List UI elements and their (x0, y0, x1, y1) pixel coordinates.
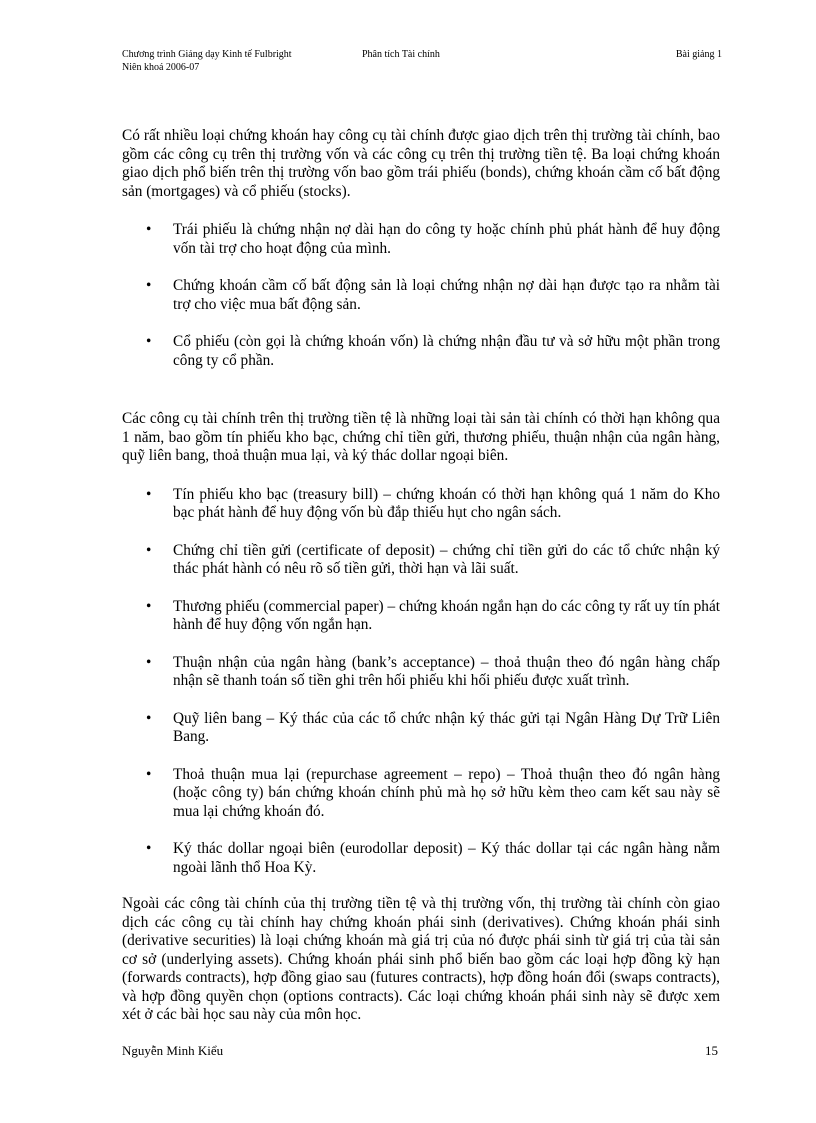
list-item (122, 710, 720, 747)
bullet-icon: • (146, 709, 152, 727)
bullet-icon: • (146, 541, 152, 559)
list-item-text: Thương phiếu (commercial paper) – chứng khoán ngắn hạn do các công ty rất uy tín phát hành để huy động vốn ngắn hạn. (173, 597, 720, 633)
list-item-text: Ký thác dollar ngoại biên (eurodollar deposit) – Ký thác dollar tại các ngân hàng nằm ngoài lãnh thổ Hoa Kỳ. (173, 840, 720, 876)
list-item (122, 542, 720, 579)
list-item (122, 333, 720, 370)
bullet-icon: • (146, 597, 152, 615)
bullet-icon: • (146, 485, 152, 503)
list-item-text: Chứng khoán cầm cố bất động sản là loại chứng nhận nợ dài hạn được tạo ra nhằm tài trợ cho việc mua bất động sản. (173, 277, 720, 313)
bullet-icon: • (146, 333, 152, 350)
bullet-icon: • (146, 277, 152, 294)
list-item-text: Quỹ liên bang – Ký thác của các tổ chức nhận ký thác gửi tại Ngân Hàng Dự Trữ Liên Bang. (173, 709, 720, 745)
list-item (122, 277, 720, 314)
header-lecture: Bài giảng 1 (675, 49, 722, 60)
money-market-list (122, 486, 720, 878)
intro-paragraph: Có rất nhiều loại chứng khoán hay công cụ tài chính được giao dịch trên thị trường tài chính, bao gồm các công cụ trên thị trường vốn và các công cụ trên thị trường tiền tệ. Ba loại chứng khoán giao dịch phổ biến trên thị trường vốn bao gồm trái phiếu (bonds), chứng khoán cầm cố bất động sản (mortgages) và cổ phiếu (stocks). (122, 127, 720, 200)
list-item-text: Thoả thuận mua lại (repurchase agreement – repo) – Thoả thuận theo đó ngân hàng (hoặc công ty) bán chứng khoán chính phủ mà họ sở hữu kèm theo cam kết sau này sẽ mua lại chứng khoán đó. (173, 765, 720, 820)
money-market-paragraph: Các công cụ tài chính trên thị trường tiền tệ là những loại tài sản tài chính có thời hạn không qua 1 năm, bao gồm tín phiếu kho bạc, chứng chỉ tiền gửi, thương phiếu, thuận nhận của ngân hàng, quỹ liên bang, thoả thuận mua lại, và ký thác dollar ngoại biên. (122, 410, 720, 464)
list-item-text: Thuận nhận của ngân hàng (bank’s acceptance) – thoả thuận theo đó ngân hàng chấp nhận sẽ thanh toán số tiền ghi trên hối phiếu khi hối phiếu được xuất trình. (173, 653, 720, 689)
list-item (122, 486, 720, 523)
bullet-icon: • (146, 653, 152, 671)
header-program: Chương trình Giảng dạy Kinh tế Fulbright (122, 49, 292, 60)
header-year: Niên khoá 2006-07 (122, 62, 200, 73)
capital-market-list (122, 221, 720, 370)
list-item (122, 598, 720, 635)
bullet-icon: • (146, 840, 152, 857)
bullet-icon: • (146, 221, 152, 238)
bullet-icon: • (146, 765, 152, 783)
page-number: 15 (705, 1043, 718, 1058)
list-item-text: Tín phiếu kho bạc (treasury bill) – chứng khoán có thời hạn không quá 1 năm do Kho bạc phát hành để huy động vốn bù đắp thiếu hụt cho ngân sách. (173, 485, 720, 521)
list-item-text: Chứng chỉ tiền gửi (certificate of deposit) – chứng chỉ tiền gửi do các tổ chức nhận ký thác phát hành có nêu rõ số tiền gửi, thời hạn và lãi suất. (173, 541, 720, 577)
document-body (122, 127, 720, 1025)
list-item (122, 766, 720, 822)
list-item-text: Trái phiếu là chứng nhận nợ dài hạn do công ty hoặc chính phủ phát hành để huy động vốn tài trợ cho hoạt động của mình. (173, 221, 720, 257)
footer-author: Nguyễn Minh Kiểu (122, 1043, 224, 1058)
list-item-text: Cổ phiếu (còn gọi là chứng khoán vốn) là chứng nhận đầu tư và sở hữu một phần trong công ty cổ phần. (173, 333, 720, 369)
derivatives-paragraph: Ngoài các công tài chính của thị trường tiền tệ và thị trường vốn, thị trường tài chính còn giao dịch các công cụ tài chính hay chứng khoán phái sinh (derivatives). Chứng khoán phái sinh (derivative securities) là loại chứng khoán mà giá trị của nó được phái sinh từ giá trị của tài sản cơ sở (underlying assets). Chứng khoán phái sinh phổ biến bao gồm các loại hợp đồng kỳ hạn (forwards contracts), hợp đồng giao sau (futures contracts), hợp đồng hoán đổi (swaps contracts), và hợp đồng quyền chọn (options contracts). Các loại chứng khoán phái sinh này sẽ được xem xét ở các bài học sau này của môn học. (122, 895, 720, 1023)
header-course: Phân tích Tài chính (362, 49, 440, 60)
list-item (122, 654, 720, 691)
list-item (122, 840, 720, 877)
list-item (122, 221, 720, 258)
